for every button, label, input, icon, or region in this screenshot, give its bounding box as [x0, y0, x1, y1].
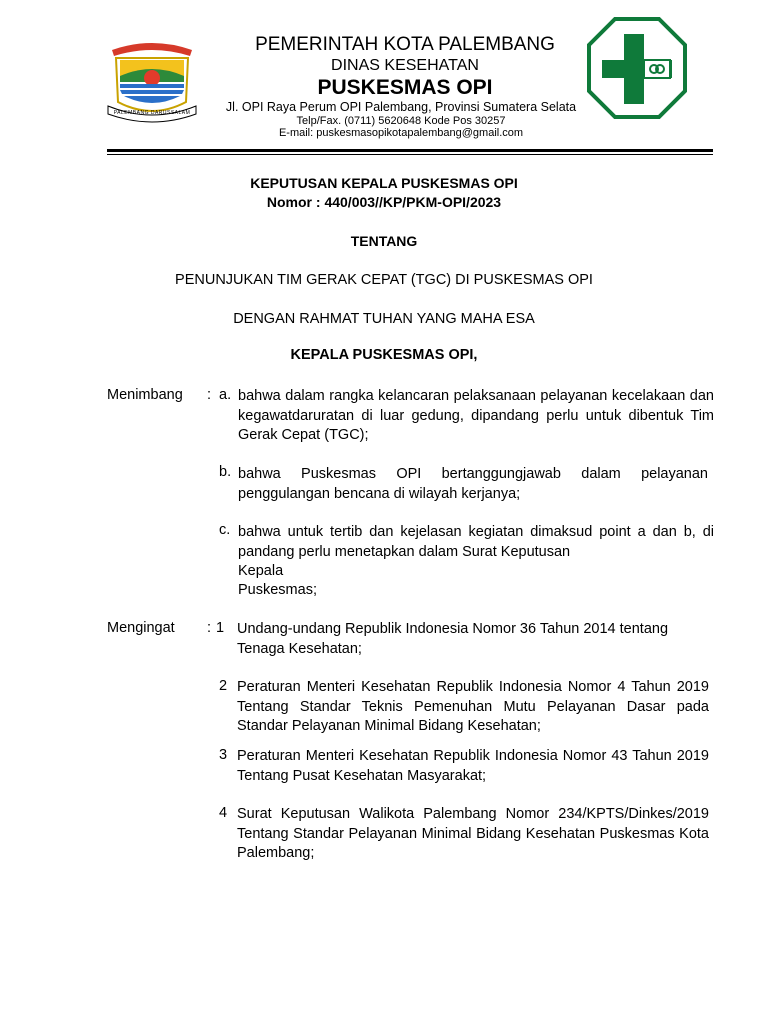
- menimbang-item-c-line3: Kepala: [238, 563, 284, 579]
- decree-number: Nomor : 440/003//KP/PKM-OPI/2023: [266, 194, 502, 210]
- mengingat-item-2: Peraturan Menteri Kesehatan Republik Indonesia Nomor 4 Tahun 2019 Tentang Standar Teknis Pemenuhan Mutu Pelayanan Dasar pada Standar Pelayanan Minimal Bidang Kesehatan;: [237, 679, 709, 734]
- mengingat-label: Mengingat: [107, 620, 175, 636]
- office-email: E-mail: puskesmasopikotapalembang@gmail.com: [278, 127, 524, 139]
- menimbang-colon: :: [207, 387, 212, 403]
- department-name: DINAS KESEHATAN: [331, 57, 479, 74]
- header-rule-thick: [107, 149, 713, 152]
- blessing-line: DENGAN RAHMAT TUHAN YANG MAHA ESA: [233, 311, 535, 327]
- menimbang-label: Menimbang: [107, 387, 183, 403]
- menimbang-item-a: bahwa dalam rangka kelancaran pelaksanaan pelayanan kecelakaan dan kegawatdaruratan di luar gedung, dipandang perlu untuk dibentuk Tim Gerak Cepat (TGC);: [238, 388, 714, 443]
- menimbang-marker-a: a.: [219, 387, 232, 403]
- mengingat-marker-4: 4: [219, 805, 228, 821]
- decree-subject: PENUNJUKAN TIM GERAK CEPAT (TGC) DI PUSKESMAS OPI: [175, 272, 593, 288]
- menimbang-item-c-line4: Puskesmas;: [238, 582, 317, 598]
- mengingat-marker-1: 1: [216, 620, 225, 636]
- mengingat-item-3: Peraturan Menteri Kesehatan Republik Indonesia Nomor 43 Tahun 2019 Tentang Pusat Kesehatan Masyarakat;: [237, 748, 709, 784]
- header-rule-thin: [107, 154, 713, 155]
- about-label: TENTANG: [350, 233, 418, 249]
- office-phone: Telp/Fax. (0711) 5620648 Kode Pos 30257: [296, 115, 506, 127]
- government-name: PEMERINTAH KOTA PALEMBANG: [255, 34, 555, 55]
- mengingat-marker-2: 2: [219, 678, 228, 694]
- head-title: KEPALA PUSKESMAS OPI,: [290, 347, 478, 363]
- decree-title: KEPUTUSAN KEPALA PUSKESMAS OPI: [250, 175, 518, 191]
- mengingat-marker-3: 3: [219, 747, 228, 763]
- puskesmas-cross-logo: [586, 16, 688, 120]
- seal-banner-text: PALEMBANG DARUSSALAM: [113, 110, 191, 116]
- mengingat-item-1: Undang-undang Republik Indonesia Nomor 36 Tahun 2014 tentang Tenaga Kesehatan;: [237, 621, 669, 657]
- menimbang-marker-b: b.: [219, 464, 232, 480]
- office-name: PUSKESMAS OPI: [317, 76, 493, 99]
- menimbang-item-c: bahwa untuk tertib dan kejelasan kegiatan dimaksud point a dan b, di pandang perlu menetapkan dalam Surat Keputusan: [238, 524, 714, 560]
- menimbang-marker-c: c.: [219, 522, 231, 538]
- menimbang-item-b: bahwa Puskesmas OPI bertanggungjawab dalam pelayanan penggulangan bencana di wilayah kerjanya;: [238, 466, 708, 502]
- office-address: Jl. OPI Raya Perum OPI Palembang, Provinsi Sumatera Selata: [225, 100, 577, 114]
- mengingat-colon: :: [207, 620, 212, 636]
- mengingat-item-4: Surat Keputusan Walikota Palembang Nomor 234/KPTS/Dinkes/2019 Tentang Standar Pelayanan Minimal Bidang Kesehatan Puskesmas Kota Palembang;: [237, 806, 709, 861]
